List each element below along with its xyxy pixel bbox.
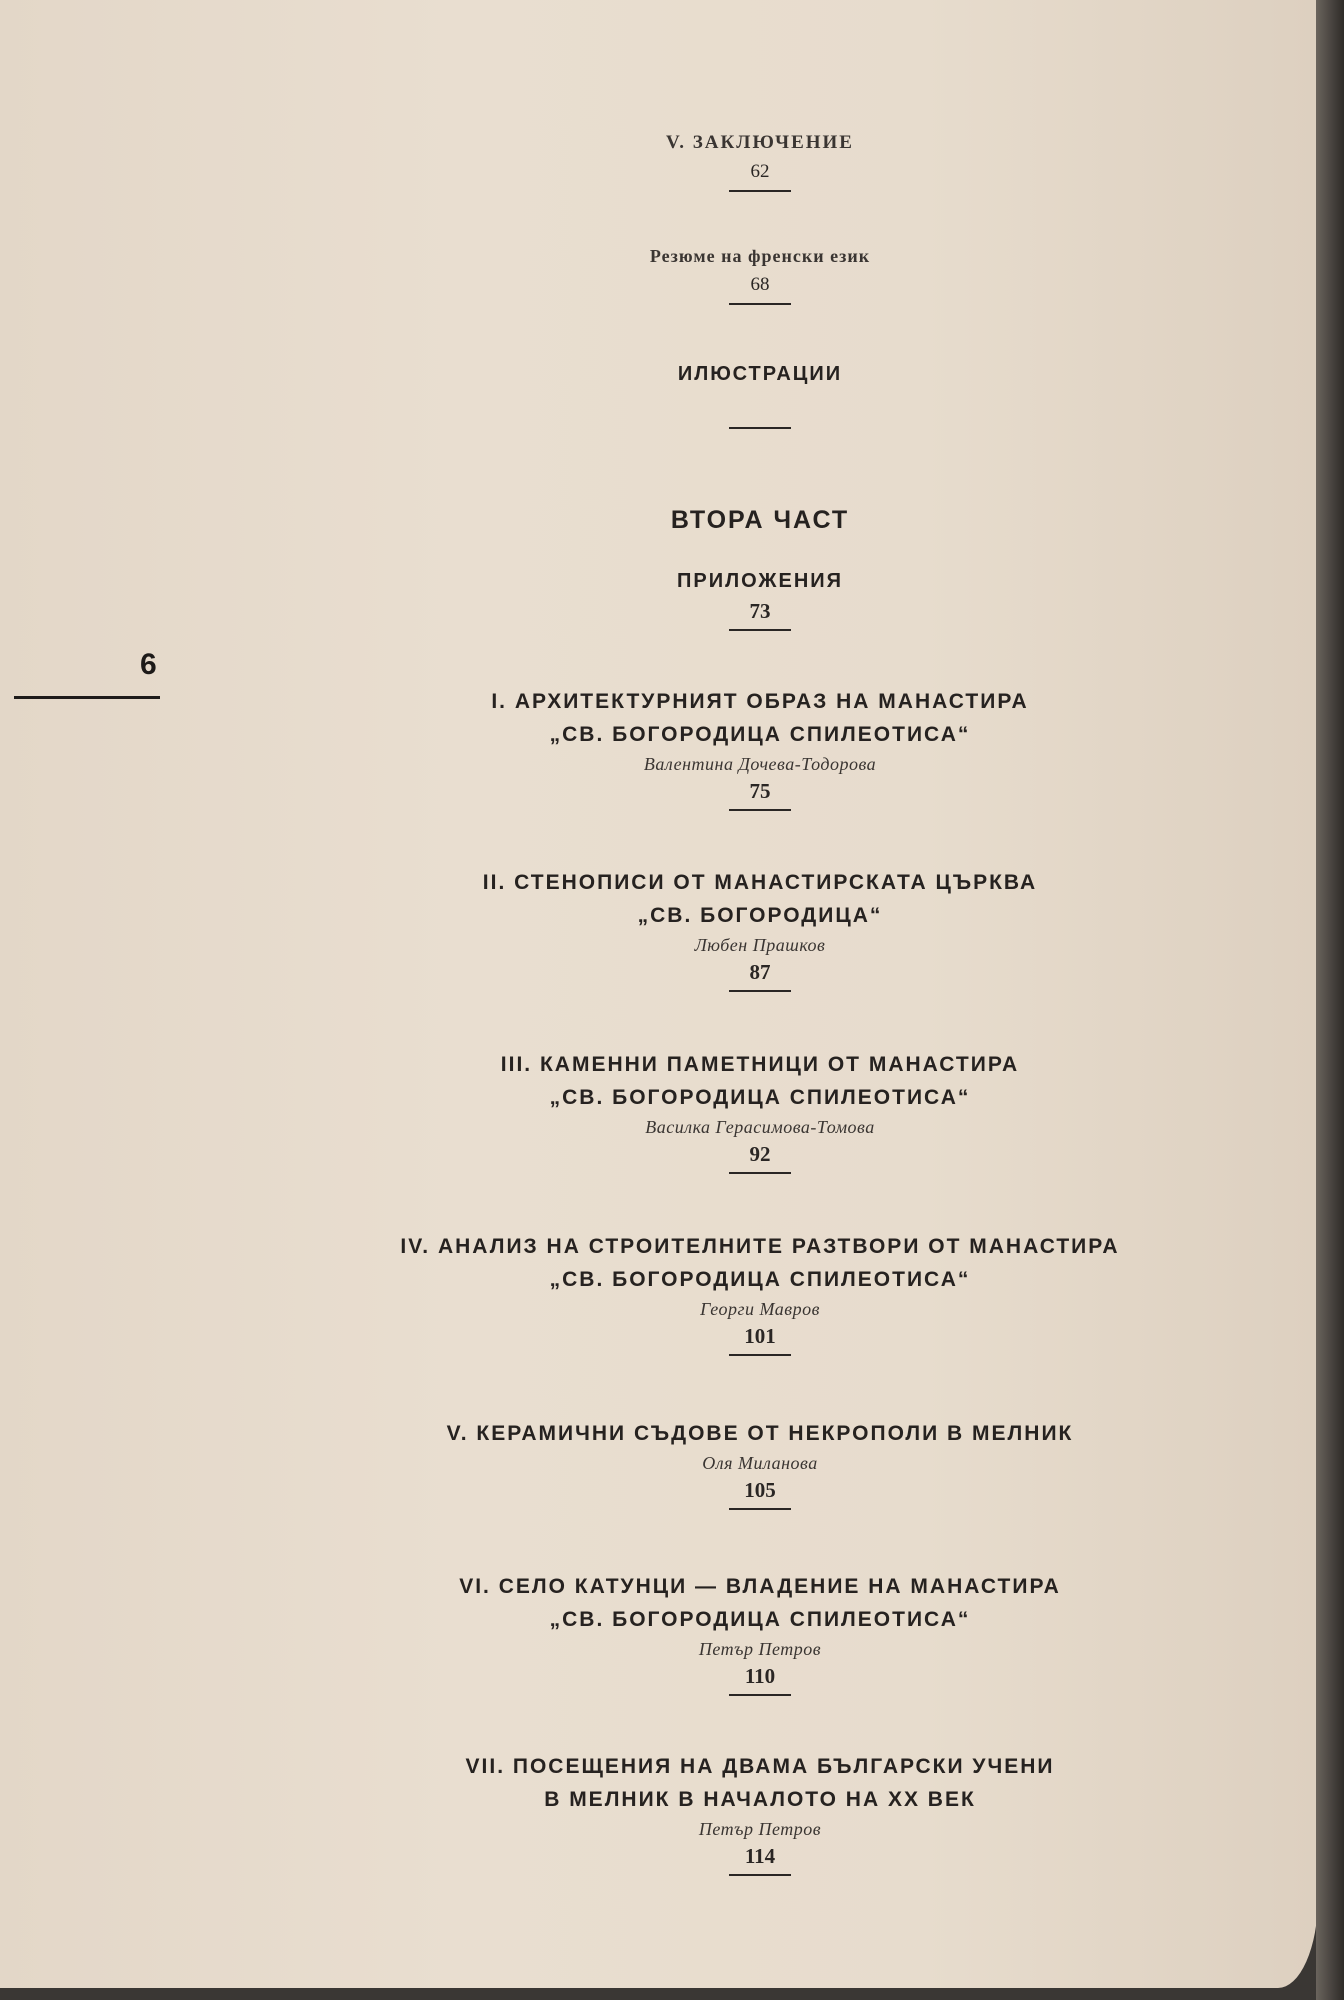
entry-page-number: 62 <box>750 161 770 182</box>
toc-entry-chapter-4 <box>330 1230 1190 1356</box>
margin-rule <box>14 696 160 699</box>
entry-title: ИЛЮСТРАЦИИ <box>677 363 843 385</box>
toc-entry-conclusion <box>330 128 1190 192</box>
entry-author: Оля Миланова <box>702 1453 818 1473</box>
toc-entry-chapter-1 <box>330 685 1190 811</box>
toc-entry-appendix <box>330 565 1190 631</box>
entry-author: Василка Герасимова-Томова <box>645 1117 875 1137</box>
entry-page-number: 68 <box>750 274 770 295</box>
entry-author: Георги Мавров <box>700 1299 820 1319</box>
entry-divider <box>729 809 791 811</box>
entry-page-number: 105 <box>744 1478 776 1502</box>
entry-title: ПРИЛОЖЕНИЯ <box>676 570 844 592</box>
entry-title-line-1: IV. АНАЛИЗ НА СТРОИТЕЛНИТЕ РАЗТВОРИ ОТ МАНАСТИРА <box>400 1235 1120 1258</box>
entry-title-line-2: В МЕЛНИК В НАЧАЛОТО НА ХХ ВЕК <box>544 1788 976 1811</box>
entry-page-number: 73 <box>749 599 771 623</box>
entry-title-line-1: VII. ПОСЕЩЕНИЯ НА ДВАМА БЪЛГАРСКИ УЧЕНИ <box>465 1755 1055 1778</box>
entry-divider <box>729 1694 791 1696</box>
entry-divider <box>729 990 791 992</box>
entry-divider <box>729 629 791 631</box>
entry-divider <box>729 1508 791 1510</box>
entry-title-line-1: III. КАМЕННИ ПАМЕТНИЦИ ОТ МАНАСТИРА <box>500 1053 1020 1076</box>
entry-author: Петър Петров <box>698 1639 822 1659</box>
entry-author: Любен Прашков <box>694 935 826 955</box>
entry-title-line-2: „СВ. БОГОРОДИЦА СПИЛЕОТИСА“ <box>549 1608 971 1631</box>
entry-title: Резюме на френски език <box>649 246 871 266</box>
entry-page-number: 87 <box>749 960 771 984</box>
entry-divider <box>729 1874 791 1876</box>
entry-author: Валентина Дочева-Тодорова <box>643 754 877 774</box>
entry-divider <box>729 427 791 429</box>
toc-entry-chapter-5 <box>330 1417 1190 1510</box>
toc-entry-chapter-6 <box>330 1570 1190 1696</box>
entry-title: V. ЗАКЛЮЧЕНИЕ <box>666 132 854 153</box>
entry-divider <box>729 1354 791 1356</box>
part-two-heading <box>330 502 1190 538</box>
entry-divider <box>729 190 791 192</box>
page-number: 6 <box>140 648 157 681</box>
entry-page-number: 110 <box>744 1664 776 1688</box>
entry-title-line-2: „СВ. БОГОРОДИЦА СПИЛЕОТИСА“ <box>549 723 971 746</box>
entry-page-number: 75 <box>749 779 771 803</box>
entry-divider <box>729 1172 791 1174</box>
entry-title-line-2: „СВ. БОГОРОДИЦА СПИЛЕОТИСА“ <box>549 1086 971 1109</box>
entry-title-line-1: I. АРХИТЕКТУРНИЯТ ОБРАЗ НА МАНАСТИРА <box>491 690 1029 713</box>
part-title: ВТОРА ЧАСТ <box>670 506 850 534</box>
toc-entry-chapter-3 <box>330 1048 1190 1174</box>
entry-page-number: 92 <box>749 1142 771 1166</box>
entry-divider <box>729 303 791 305</box>
toc-entry-resume <box>330 241 1190 305</box>
toc-entry-illustrations <box>330 358 1190 429</box>
entry-page-number: 114 <box>744 1844 776 1868</box>
entry-title-line-1: V. КЕРАМИЧНИ СЪДОВЕ ОТ НЕКРОПОЛИ В МЕЛНИК <box>446 1422 1074 1445</box>
entry-title-line-2: „СВ. БОГОРОДИЦА“ <box>637 904 883 927</box>
toc-entry-chapter-2 <box>330 866 1190 992</box>
entry-page-number: 101 <box>744 1324 776 1348</box>
toc-entry-chapter-7 <box>330 1750 1190 1876</box>
entry-title-line-2: „СВ. БОГОРОДИЦА СПИЛЕОТИСА“ <box>549 1268 971 1291</box>
entry-author: Петър Петров <box>698 1819 822 1839</box>
entry-title-line-1: VI. СЕЛО КАТУНЦИ — ВЛАДЕНИЕ НА МАНАСТИРА <box>459 1575 1061 1598</box>
book-spine-edge <box>1316 0 1344 2000</box>
entry-title-line-1: II. СТЕНОПИСИ ОТ МАНАСТИРСКАТА ЦЪРКВА <box>482 871 1038 894</box>
